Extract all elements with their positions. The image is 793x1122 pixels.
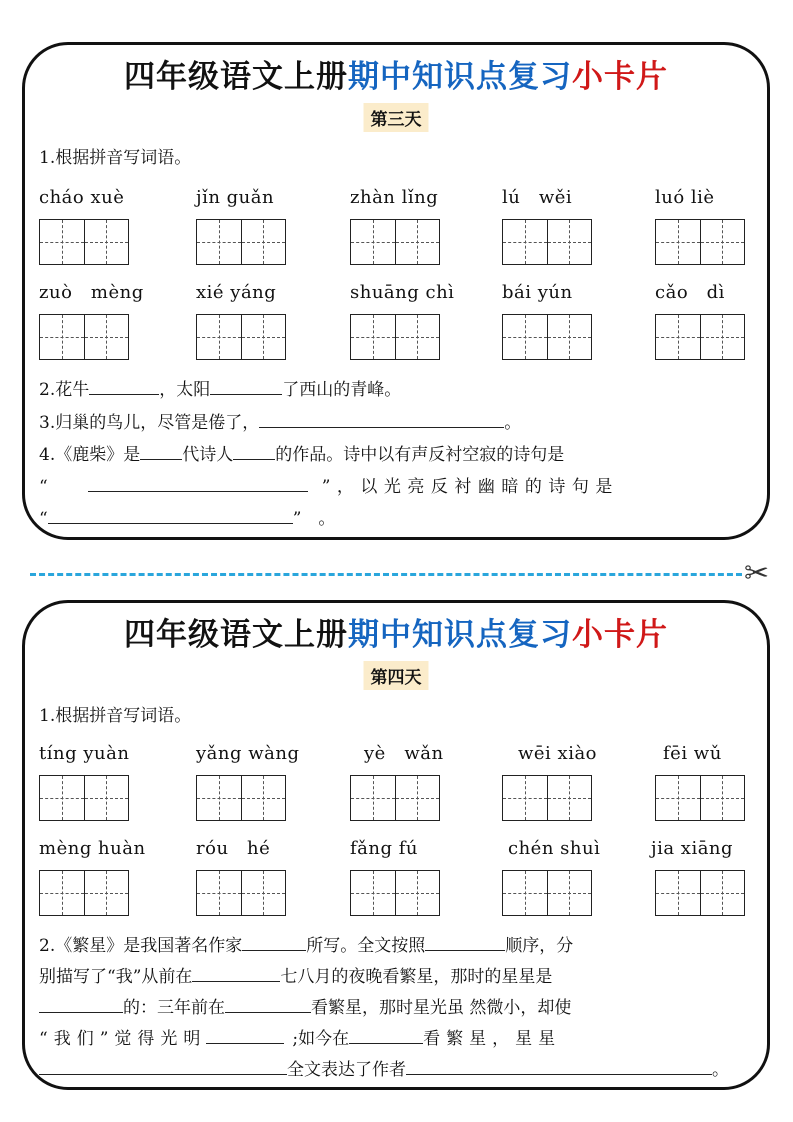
word-item — [350, 283, 470, 303]
question-2-line-4 — [39, 1027, 753, 1051]
blank[interactable] — [89, 378, 159, 395]
blank[interactable] — [88, 475, 308, 492]
day-badge: 第四天 — [364, 661, 429, 690]
blank[interactable] — [406, 1058, 712, 1075]
writing-grid[interactable] — [502, 870, 592, 916]
title-part-red: 小卡片 — [572, 59, 668, 95]
q2-text: 别描写了“我”从前在 — [39, 967, 193, 987]
writing-grid[interactable] — [39, 775, 129, 821]
scissors-icon: ✂ — [744, 556, 770, 591]
blank[interactable] — [192, 965, 280, 982]
q2-text: 全文表达了作者 — [287, 1060, 406, 1080]
writing-grid[interactable] — [196, 775, 286, 821]
q4-text-e: ”，以光亮反衬幽暗的诗句是 — [321, 477, 619, 497]
review-card-day3 — [22, 42, 770, 540]
writing-grid[interactable] — [655, 219, 745, 265]
question-1-title: 1.根据拼音写词语。 — [39, 706, 192, 726]
question-2-line-2 — [39, 965, 753, 989]
blank[interactable] — [425, 934, 505, 951]
pinyin: mèng huàn — [39, 838, 146, 859]
writing-grid[interactable] — [655, 870, 745, 916]
q4-text-c: 的作品。诗中以有声反衬空寂的诗句是 — [275, 445, 565, 465]
pinyin: yè wǎn — [364, 743, 444, 764]
word-item — [502, 839, 622, 859]
question-1-title: 1.根据拼音写词语。 — [39, 148, 192, 168]
writing-grid[interactable] — [39, 314, 129, 360]
q2-text: ;如今在 — [292, 1029, 350, 1049]
pinyin: chén shuì — [508, 838, 601, 859]
q2-text: 所写。全文按照 — [306, 936, 426, 956]
q2-text: 的：三年前在 — [123, 998, 225, 1018]
q4-text-d: “ — [39, 477, 48, 497]
blank[interactable] — [39, 1058, 287, 1075]
q2-text: 看繁星，星星 — [423, 1029, 562, 1049]
word-item — [196, 283, 316, 303]
word-item — [196, 839, 316, 859]
question-2-line-5 — [39, 1058, 753, 1082]
question-3 — [39, 411, 753, 435]
blank[interactable] — [210, 378, 282, 395]
pinyin: zhàn lǐng — [350, 187, 439, 208]
writing-grid[interactable] — [655, 775, 745, 821]
cut-line-divider — [30, 573, 742, 576]
writing-grid[interactable] — [502, 219, 592, 265]
writing-grid[interactable] — [655, 314, 745, 360]
writing-grid[interactable] — [502, 775, 592, 821]
pinyin: wēi xiào — [518, 743, 598, 764]
q2-text: 七八月的夜晚看繁星，那时的星星是 — [280, 967, 553, 987]
blank[interactable] — [349, 1027, 423, 1044]
writing-grid[interactable] — [502, 314, 592, 360]
pinyin: róu hé — [196, 838, 271, 859]
blank[interactable] — [233, 443, 275, 460]
pinyin: cǎo dì — [655, 282, 725, 303]
question-2-line-3 — [39, 996, 753, 1020]
question-4 — [39, 443, 753, 467]
q4-text-f: “ — [39, 509, 48, 529]
word-item — [39, 283, 159, 303]
word-item — [655, 744, 775, 764]
card-title — [25, 609, 767, 654]
pinyin: bái yún — [502, 282, 573, 303]
writing-grid[interactable] — [196, 870, 286, 916]
word-item — [196, 744, 316, 764]
word-item — [39, 744, 159, 764]
pinyin: jǐn guǎn — [196, 187, 275, 208]
q2-text: 顺序，分 — [505, 936, 574, 956]
day-badge: 第三天 — [364, 103, 429, 132]
writing-grid[interactable] — [350, 314, 440, 360]
q4-text-a: 4.《鹿柴》是 — [39, 445, 141, 465]
q2-text-c: 了西山的青峰。 — [282, 380, 402, 400]
word-item — [350, 839, 470, 859]
writing-grid[interactable] — [350, 219, 440, 265]
writing-grid[interactable] — [350, 775, 440, 821]
word-item — [39, 839, 159, 859]
pinyin: zuò mèng — [39, 282, 144, 303]
title-part-blue: 期中知识点复习 — [348, 59, 572, 95]
pinyin: shuāng chì — [350, 282, 455, 303]
q3-text-b: 。 — [504, 413, 522, 433]
pinyin: cháo xuè — [39, 187, 125, 208]
question-2-line-1 — [39, 934, 753, 958]
writing-grid[interactable] — [196, 219, 286, 265]
q2-text: 2.《繁星》是我国著名作家 — [39, 936, 243, 956]
blank[interactable] — [259, 411, 504, 428]
title-part-red: 小卡片 — [572, 617, 668, 653]
question-2 — [39, 378, 753, 402]
writing-grid[interactable] — [39, 870, 129, 916]
pinyin: xié yáng — [196, 282, 277, 303]
question-4-cont2 — [39, 507, 753, 531]
card-title — [25, 51, 767, 96]
q2-text-b: ，太阳 — [159, 380, 211, 400]
pinyin: luó liè — [655, 187, 715, 208]
word-item — [655, 188, 775, 208]
word-item — [502, 744, 622, 764]
q2-text-a: 2.花牛 — [39, 380, 90, 400]
question-4-cont — [39, 475, 753, 499]
pinyin: fǎng fú — [350, 838, 418, 859]
writing-grid[interactable] — [39, 219, 129, 265]
word-item — [502, 188, 622, 208]
q4-text-b: 代诗人 — [182, 445, 234, 465]
pinyin: yǎng wàng — [196, 743, 300, 764]
word-item — [350, 744, 470, 764]
pinyin: lú wěi — [502, 187, 573, 208]
review-card-day4 — [22, 600, 770, 1090]
word-item — [350, 188, 470, 208]
word-item — [196, 188, 316, 208]
word-item — [39, 188, 159, 208]
blank[interactable] — [39, 996, 123, 1013]
blank[interactable] — [225, 996, 311, 1013]
pinyin: fēi wǔ — [663, 743, 722, 764]
q2-text: “我们”觉得光明 — [39, 1029, 207, 1049]
writing-grid[interactable] — [196, 314, 286, 360]
blank[interactable] — [48, 507, 293, 524]
pinyin: tíng yuàn — [39, 743, 130, 764]
q2-text: 看繁星，那时星光虽 然微小，却使 — [311, 998, 572, 1018]
blank[interactable] — [242, 934, 306, 951]
title-part-black: 四年级语文上册 — [124, 59, 348, 95]
word-item — [502, 283, 622, 303]
word-item — [651, 839, 771, 859]
title-part-blue: 期中知识点复习 — [348, 617, 572, 653]
q3-text-a: 3.归巢的鸟儿，尽管是倦了， — [39, 413, 260, 433]
q4-text-g: ” 。 — [292, 509, 336, 529]
title-part-black: 四年级语文上册 — [124, 617, 348, 653]
pinyin: jia xiāng — [651, 838, 734, 859]
word-item — [655, 283, 775, 303]
writing-grid[interactable] — [350, 870, 440, 916]
blank[interactable] — [206, 1027, 284, 1044]
blank[interactable] — [140, 443, 182, 460]
q2-text: 。 — [712, 1060, 729, 1080]
